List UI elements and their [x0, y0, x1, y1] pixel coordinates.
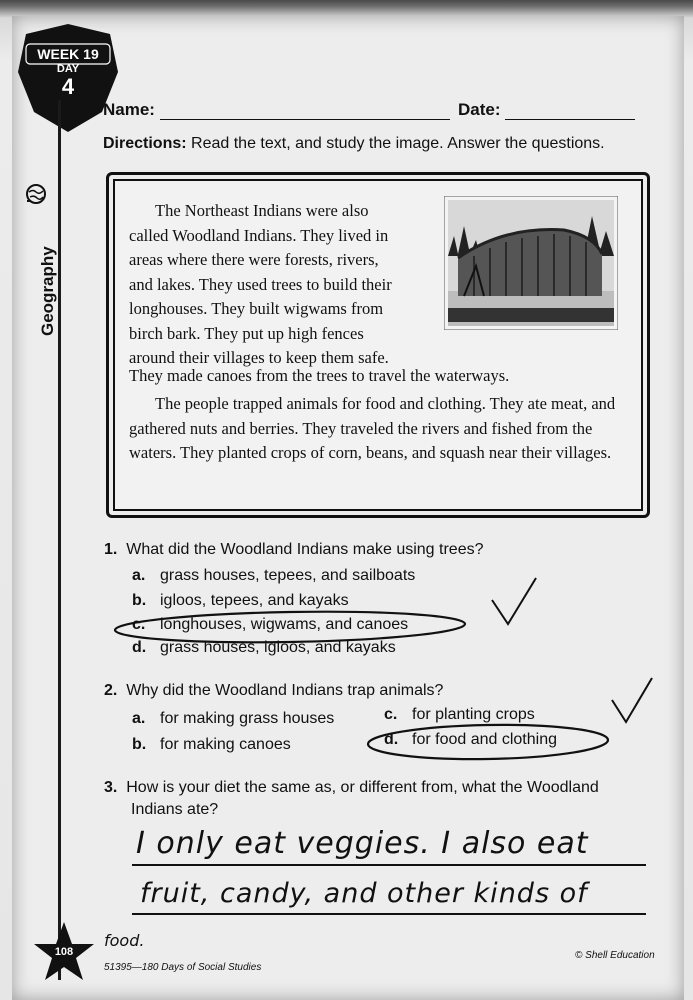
q2-option-c[interactable]: c. for planting crops	[384, 706, 535, 723]
week-label: WEEK 19	[37, 46, 99, 62]
directions-label: Directions:	[103, 135, 187, 152]
passage-line: areas where there were forests, rivers,	[129, 250, 379, 269]
subject-label: Geography	[38, 246, 57, 336]
passage-line: The Northeast Indians were also	[155, 201, 369, 220]
circle-mark-q1	[115, 609, 465, 645]
circle-mark-q2	[368, 723, 609, 761]
q2-option-a[interactable]: a. for making grass houses	[132, 710, 335, 727]
q1-option-d[interactable]: d. grass houses, igloos, and kayaks	[132, 639, 396, 656]
date-label: Date:	[458, 100, 501, 119]
passage-paragraph-2: The people trapped animals for food and clothing. They ate meat, and gathered nuts and berries. They traveled the rivers and fished from the waters. They planted crops of corn, beans, and squash near their villages.	[129, 394, 616, 462]
handwritten-answer-line-3: food.	[104, 931, 145, 950]
book-title: 51395—180 Days of Social Studies	[104, 962, 262, 973]
q2-option-b[interactable]: b. for making canoes	[132, 736, 291, 753]
q1-option-b[interactable]: b. igloos, tepees, and kayaks	[132, 592, 349, 609]
checkmark-icon	[612, 678, 652, 722]
page-number: 108	[54, 946, 74, 958]
day-number: 4	[61, 74, 75, 99]
question-1: 1. What did the Woodland Indians make using trees?	[104, 541, 484, 558]
publisher: © Shell Education	[575, 950, 655, 961]
question-3: 3. How is your diet the same as, or different from, what the Woodland	[104, 779, 599, 796]
handwritten-answer-line-2: fruit, candy, and other kinds of	[140, 878, 588, 909]
question-2: 2. Why did the Woodland Indians trap animals?	[104, 682, 444, 699]
directions-text: Read the text, and study the image. Answer the questions.	[186, 135, 605, 152]
checkmark-icon	[492, 578, 536, 624]
q1-option-a[interactable]: a. grass houses, tepees, and sailboats	[132, 567, 416, 584]
question-3-continued: Indians ate?	[131, 801, 219, 818]
q2-option-d[interactable]: d. for food and clothing	[384, 731, 557, 748]
day-label: DAY	[56, 63, 80, 75]
handwritten-answer-line-1: I only eat veggies. I also eat	[136, 826, 589, 861]
passage-line: longhouses. They built wigwams from	[129, 299, 384, 318]
name-label: Name:	[103, 100, 155, 119]
passage-line: birch bark. They put up high fences	[129, 323, 364, 343]
q1-option-c[interactable]: c. longhouses, wigwams, and canoes	[132, 616, 409, 633]
passage-line: and lakes. They used trees to build their	[129, 274, 392, 294]
passage-line: called Woodland Indians. They lived in	[129, 225, 389, 245]
passage-line: They made canoes from the trees to travel the waterways.	[129, 366, 510, 385]
passage-line: around their villages to keep them safe.	[129, 348, 389, 367]
